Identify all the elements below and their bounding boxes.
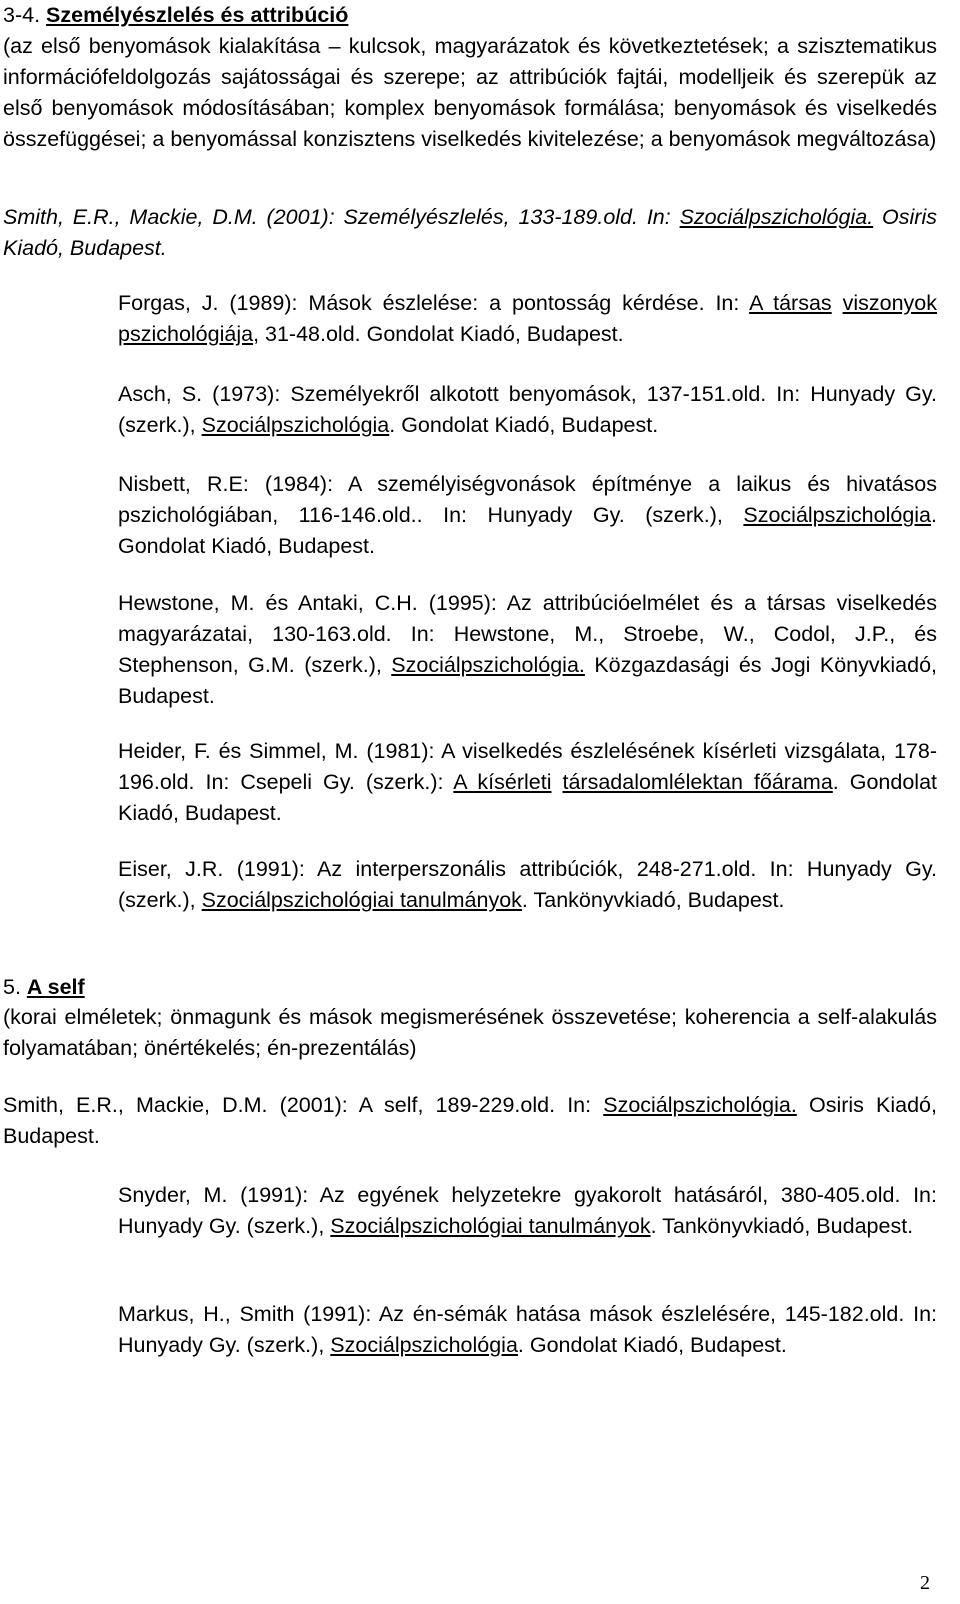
book-title: Szociálpszichológia xyxy=(330,1333,518,1357)
section-description: (korai elméletek; önmagunk és mások megismerésének összevetése; koherencia a self-alakulás folyamatában; önértékelés; én-prezentálás) xyxy=(3,1005,937,1060)
main-reference: Smith, E.R., Mackie, D.M. (2001): Személyészlelés, 133-189.old. In: Szociálpszichológia. Osiris Kiadó, Budapest. xyxy=(3,205,937,260)
section-heading-3-4 xyxy=(3,0,937,31)
book-title: Szociálpszichológia. xyxy=(679,205,874,229)
main-reference: Smith, E.R., Mackie, D.M. (2001): A self, 189-229.old. In: Szociálpszichológia. Osiris Kiadó, Budapest. xyxy=(3,1093,937,1148)
book-title: Szociálpszichológiai tanulmányok xyxy=(201,888,522,912)
reference-item: Forgas, J. (1989): Mások észlelése: a pontosság kérdése. In: A társas viszonyok pszichológiája, 31-48.old. Gondolat Kiadó, Budapest. xyxy=(118,291,937,346)
reference-item: Asch, S. (1973): Személyekről alkotott benyomások, 137-151.old. In: Hunyady Gy. (szerk.), Szociálpszichológia. Gondolat Kiadó, Budapest. xyxy=(118,382,937,437)
reference-item: Markus, H., Smith (1991): Az én-sémák hatása mások észlelésére, 145-182.old. In: Hunyady Gy. (szerk.), Szociálpszichológia. Gondolat Kiadó, Budapest. xyxy=(118,1302,937,1357)
section-description: (az első benyomások kialakítása – kulcsok, magyarázatok és következtetések; a szisztematikus információfeldolgozás sajátosságai és szerepe; az attribúciók fajtái, modelljeik és szerepük az első benyomások módosításában; komplex benyomások formálása; benyomások és viselkedés összefüggései; a benyomással konzisztens viselkedés kivitelezése; a benyomások megváltozása) xyxy=(3,34,937,151)
book-title: társadalomlélektan főárama xyxy=(562,770,833,794)
section-number: 5. xyxy=(3,975,21,999)
section-title: Személyészlelés és attribúció xyxy=(46,3,349,27)
section-title: A self xyxy=(26,975,85,999)
book-title: Szociálpszichológia. xyxy=(603,1093,797,1117)
book-title: Szociálpszichológia. xyxy=(391,653,585,677)
book-title: Szociálpszichológia xyxy=(201,413,390,437)
book-title: viszonyok pszichológiája xyxy=(118,291,937,346)
section-number: 3-4. xyxy=(3,3,41,27)
book-title: Szociálpszichológia xyxy=(743,503,932,527)
reference-item: Eiser, J.R. (1991): Az interperszonális attribúciók, 248-271.old. In: Hunyady Gy. (szerk.), Szociálpszichológiai tanulmányok. Tankönyvkiadó, Budapest. xyxy=(118,857,937,912)
reference-item: Hewstone, M. és Antaki, C.H. (1995): Az attribúcióelmélet és a társas viselkedés magyarázatai, 130-163.old. In: Hewstone, M., Stroebe, W., Codol, J.P., és Stephenson, G.M. (szerk.), Szociálpszichológia. Közgazdasági és Jogi Könyvkiadó, Budapest. xyxy=(118,591,937,708)
reference-item: Heider, F. és Simmel, M. (1981): A viselkedés észlelésének kísérleti vizsgálata, 178-196.old. In: Csepeli Gy. (szerk.): A kísérleti társadalomlélektan főárama. Gondolat Kiadó, Budapest. xyxy=(118,739,938,825)
book-title: Szociálpszichológiai tanulmányok xyxy=(330,1214,651,1238)
page-number: 2 xyxy=(920,1572,930,1594)
section-heading-5 xyxy=(3,972,937,1003)
book-title: A társas xyxy=(749,291,832,315)
reference-item: Nisbett, R.E: (1984): A személyiségvonások építménye a laikus és hivatásos pszichológiában, 116-146.old.. In: Hunyady Gy. (szerk.), Szociálpszichológia. Gondolat Kiadó, Budapest. xyxy=(118,472,937,558)
reference-item: Snyder, M. (1991): Az egyének helyzetekre gyakorolt hatásáról, 380-405.old. In: Hunyady Gy. (szerk.), Szociálpszichológiai tanulmányok. Tankönyvkiadó, Budapest. xyxy=(118,1183,937,1238)
book-title: A kísérleti xyxy=(453,770,552,794)
